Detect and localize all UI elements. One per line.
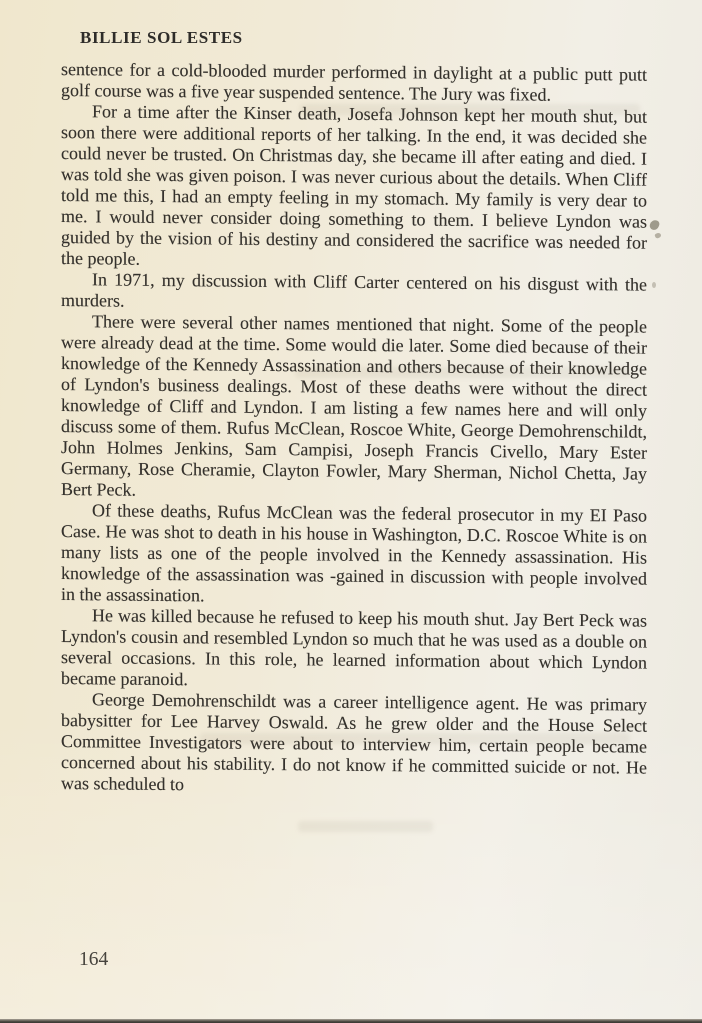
scan-bottom-edge bbox=[0, 1019, 702, 1023]
show-through-ghost bbox=[300, 104, 640, 115]
show-through-ghost bbox=[298, 821, 433, 832]
page-number: 164 bbox=[79, 949, 109, 970]
paragraph: Of these deaths, Rufus McClean was the federal prosecutor in my EI Paso Case. He was shot to death in his house in Washington, D.C. Roscoe White is on many lists as one of the people involved in the Kennedy assassination. His knowledge of the assassination was -gained in discussion with people involved in the assassination. bbox=[61, 500, 647, 606]
paragraph: He was killed because he refused to keep his mouth shut. Jay Bert Peck was Lyndon's cousin and resembled Lyndon so much that he was used as a double on several occasions. In this role, he learned information about which Lyndon became paranoid. bbox=[61, 605, 647, 690]
show-through-ghost bbox=[295, 367, 630, 378]
running-header: BILLIE SOL ESTES bbox=[80, 28, 243, 47]
smudge-blob bbox=[652, 282, 656, 288]
paragraph: In 1971, my discussion with Cliff Carter centered on his disgust with the murders. bbox=[61, 269, 647, 311]
paragraph: For a time after the Kinser death, Josefa Johnson kept her mouth shut, but soon there were additional reports of her talking. In the end, it was decided she could never be trusted. On Christmas day, she became ill after eating and died. I was told she was given poison. I was never curious about the details. When Cliff told me this, I had an empty feeling in my stomach. My family is very dear to me. I would never consider doing something to them. I believe Lyndon was guided by the vision of his destiny and considered the sacrifice was needed for the people. bbox=[61, 101, 647, 269]
smudge-blob bbox=[649, 219, 661, 231]
body-text bbox=[61, 59, 647, 800]
paragraph-continuation: sentence for a cold-blooded murder performed in daylight at a public putt putt golf course was a five year suspended sentence. The Jury was fixed. bbox=[61, 59, 647, 105]
paragraph: There were several other names mentioned that night. Some of the people were already dead at the time. Some would die later. Some died because of their knowledge of the Kennedy Assassination and others because of their knowledge of Lyndon's business dealings. Most of these deaths were without the direct knowledge of Cliff and Lyndon. I am listing a few names here and will only discuss some of them. Rufus McClean, Roscoe White, George Demohrenschildt, John Holmes Jenkins, Sam Campisi, Joseph Francis Civello, Mary Ester Germany, Rose Cheramie, Clayton Fowler, Mary Sherman, Nichol Chetta, Jay Bert Peck. bbox=[61, 311, 647, 500]
show-through-ghost bbox=[200, 733, 630, 744]
paragraph: George Demohrenschildt was a career intelligence agent. He was primary babysitter for Lee Harvey Oswald. As he grew older and the House Select Committee Investigators were about to interview him, certain people became concerned about his stability. I do not know if he committed suicide or not. He was scheduled to bbox=[61, 689, 647, 795]
smudge-blob bbox=[654, 232, 662, 239]
